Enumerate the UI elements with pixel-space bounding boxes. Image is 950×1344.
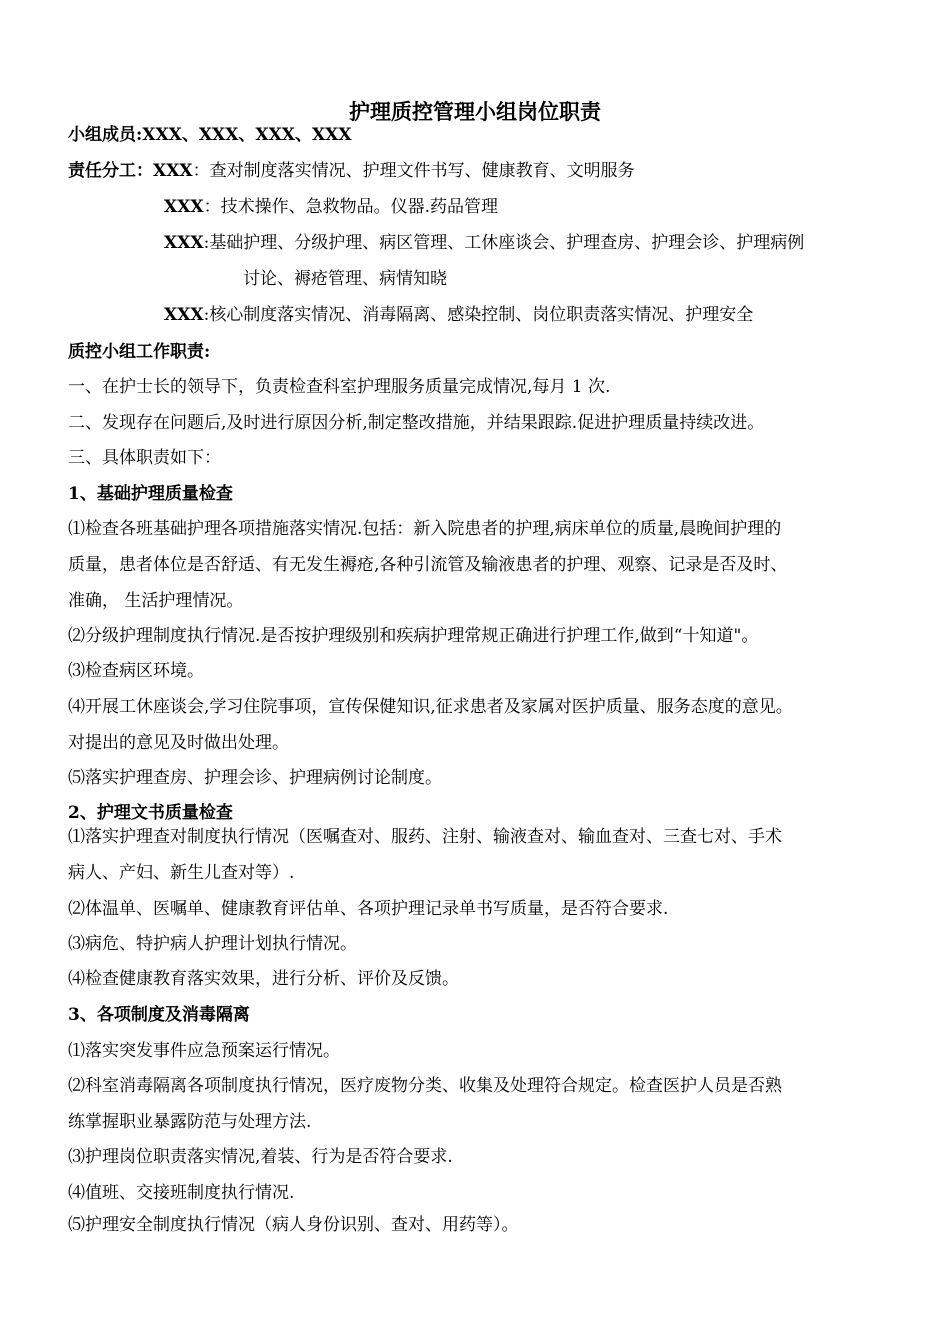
division-line-1 [68, 160, 635, 182]
document-title: 护理质控管理小组岗位职责 [349, 99, 601, 124]
duties-p2: 二、发现存在问题后,及时进行原因分析,制定整改措施，并结果跟踪.促进护理质量持续改进。 [68, 413, 765, 433]
members-label: 小组成员: [68, 125, 143, 145]
members-names: XXX、XXX、XXX、XXX [142, 125, 352, 145]
s1-item-1-line-2: 质量，患者体位是否舒适、有无发生褥疮,各种引流管及输液患者的护理、观察、记录是否及时、 [68, 555, 788, 575]
s3-item-3: ⑶护理岗位职责落实情况,着装、行为是否符合要求. [68, 1147, 453, 1167]
s1-item-1-line-1: ⑴检查各班基础护理各项措施落实情况.包括：新入院患者的护理,病床单位的质量,晨晚间护理的 [68, 519, 782, 539]
division-sep-4: : [203, 305, 210, 325]
s1-item-2: ⑵分级护理制度执行情况.是否按护理级别和疾病护理常规正确进行护理工作,做到“十知道"。 [68, 626, 759, 646]
section-2-heading: 2、护理文书质量检查 [68, 803, 233, 823]
s2-item-2: ⑵体温单、医嘱单、健康教育评估单、各项护理记录单书写质量，是否符合要求. [68, 899, 669, 919]
s3-item-5: ⑸护理安全制度执行情况（病人身份识别、查对、用药等）。 [68, 1215, 519, 1235]
s2-item-3: ⑶病危、特护病人护理计划执行情况。 [68, 934, 357, 954]
s1-item-4-line-1: ⑷开展工休座谈会,学习住院事项，宣传保健知识,征求患者及家属对医护质量、服务态度的意见。 [68, 697, 793, 717]
s2-item-1-line-1: ⑴落实护理查对制度执行情况（医嘱查对、服药、注射、输液查对、输血查对、三查七对、手术 [68, 827, 782, 847]
s3-item-2-line-2: 练掌握职业暴露防范与处理方法. [68, 1112, 312, 1132]
s1-item-1-line-3: 准确， 生活护理情况。 [68, 591, 244, 611]
division-text-3: 基础护理、分级护理、病区管理、工休座谈会、护理查房、护理会诊、护理病例 [209, 233, 805, 253]
division-name-4: XXX [164, 305, 204, 325]
s1-item-4-line-2: 对提出的意见及时做出处理。 [68, 733, 289, 753]
duties-heading: 质控小组工作职责: [68, 342, 211, 362]
division-line-2 [164, 196, 498, 218]
division-name-3: XXX [164, 233, 204, 253]
division-sep-2: ： [203, 197, 221, 217]
s1-item-3: ⑶检查病区环境。 [68, 661, 204, 681]
duties-p3: 三、具体职责如下： [68, 448, 221, 468]
s3-item-4: ⑷值班、交接班制度执行情况. [68, 1183, 295, 1203]
division-sep-3: : [203, 233, 210, 253]
division-sep-1: ： [192, 161, 210, 181]
division-line-3-cont: 讨论、褥疮管理、病情知晓 [243, 269, 447, 289]
division-label: 责任分工： [68, 161, 153, 181]
s1-item-5: ⑸落实护理查房、护理会诊、护理病例讨论制度。 [68, 768, 442, 788]
s3-item-1: ⑴落实突发事件应急预案运行情况。 [68, 1041, 340, 1061]
division-name-2: XXX [164, 197, 204, 217]
division-text-1: 查对制度落实情况、护理文件书写、健康教育、文明服务 [209, 161, 635, 181]
division-text-4: 核心制度落实情况、消毒隔离、感染控制、岗位职责落实情况、护理安全 [209, 305, 754, 325]
s2-item-4: ⑷检查健康教育落实效果，进行分析、评价及反馈。 [68, 969, 459, 989]
members-line [68, 124, 352, 146]
division-line-3 [164, 232, 804, 254]
section-1-heading: 1、基础护理质量检查 [68, 484, 233, 504]
division-name-1: XXX [153, 161, 193, 181]
s3-item-2-line-1: ⑵科室消毒隔离各项制度执行情况，医疗废物分类、收集及处理符合规定。检查医护人员是否熟 [68, 1076, 782, 1096]
division-line-4 [164, 304, 753, 326]
division-text-2: 技术操作、急救物品。仪器.药品管理 [220, 197, 498, 217]
s2-item-1-line-2: 病人、产妇、新生儿查对等）. [68, 863, 295, 883]
duties-p1: 一、在护士长的领导下，负责检查科室护理服务质量完成情况,每月 1 次. [68, 377, 611, 397]
section-3-heading: 3、各项制度及消毒隔离 [68, 1005, 250, 1025]
